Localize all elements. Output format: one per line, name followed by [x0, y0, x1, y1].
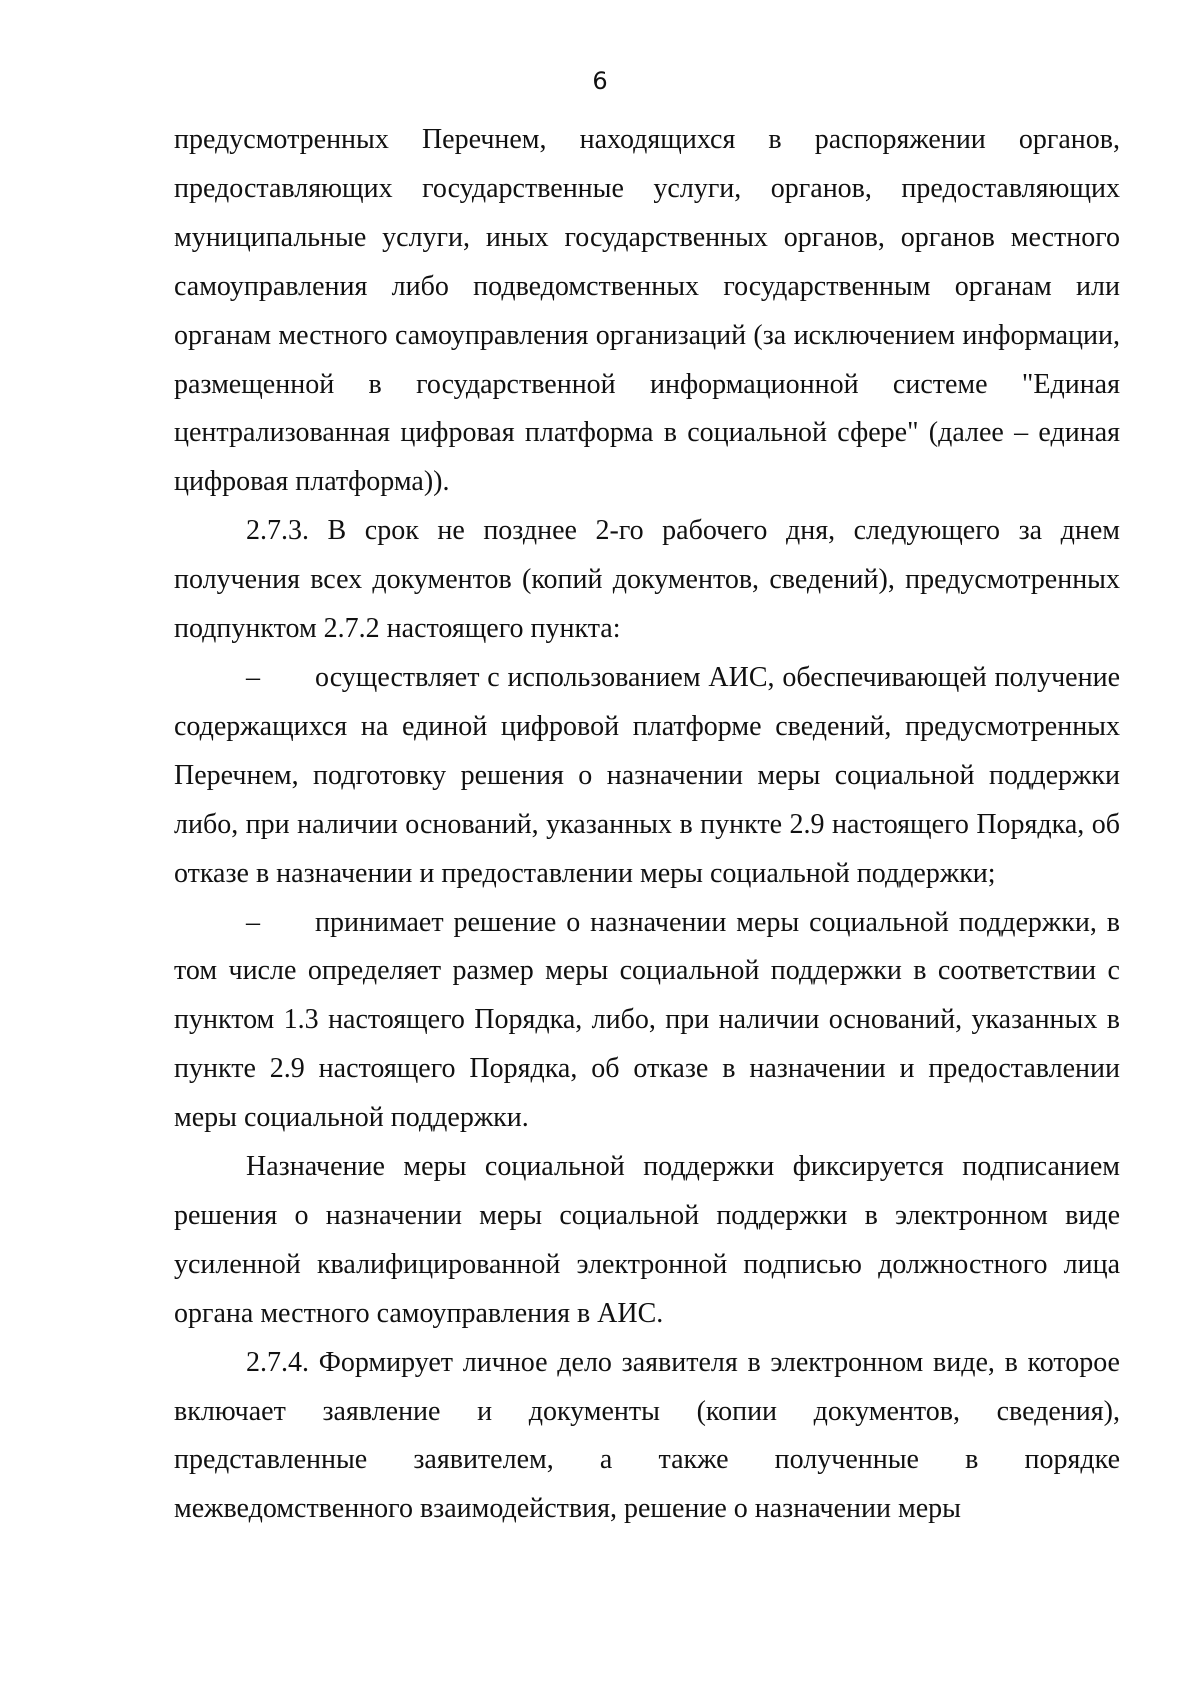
- list-item-text: осуществляет с использованием АИС, обеспечивающей получение содержащихся на единой цифровой платформе сведений, предусмотренных Перечнем, подготовку решения о назначении меры социальной поддержки либо, при наличии оснований, указанных в пункте 2.9 настоящего Порядка, об отказе в назначении и предоставлении меры социальной поддержки;: [174, 661, 1120, 889]
- document-body: [174, 116, 1120, 1534]
- dash-marker: –: [246, 661, 260, 693]
- list-item-dash: [174, 899, 1120, 1144]
- list-item-dash: [174, 654, 1120, 899]
- paragraph-2-7-4: 2.7.4. Формирует личное дело заявителя в электронном виде, в которое включает заявление и документы (копии документов, сведения), представленные заявителем, а также полученные в порядке межведомственного взаимодействия, решение о назначении меры: [174, 1346, 1120, 1525]
- page-number: 6: [592, 67, 608, 95]
- paragraph-signature-note: Назначение меры социальной поддержки фиксируется подписанием решения о назначении меры социальной поддержки в электронном виде усиленной квалифицированной электронной подписью должностного лица органа местного самоуправления в АИС.: [174, 1151, 1120, 1329]
- list-item-text: принимает решение о назначении меры социальной поддержки, в том числе определяет размер меры социальной поддержки в соответствии с пунктом 1.3 настоящего Порядка, либо, при наличии оснований, указанных в пункте 2.9 настоящего Порядка, об отказе в назначении и предоставлении меры социальной поддержки.: [174, 906, 1120, 1134]
- paragraph-continuation: предусмотренных Перечнем, находящихся в распоряжении органов, предоставляющих государственные услуги, органов, предоставляющих муниципальные услуги, иных государственных органов, органов местного самоуправления либо подведомственных государственным органам или органам местного самоуправления организаций (за исключением информации, размещенной в государственной информационной системе "Единая централизованная цифровая платформа в социальной сфере" (далее – единая цифровая платформа)).: [174, 124, 1120, 498]
- paragraph-2-7-3: 2.7.3. В срок не позднее 2-го рабочего дня, следующего за днем получения всех документов (копий документов, сведений), предусмотренных подпунктом 2.7.2 настоящего пункта:: [174, 515, 1120, 645]
- dash-marker: –: [246, 906, 260, 938]
